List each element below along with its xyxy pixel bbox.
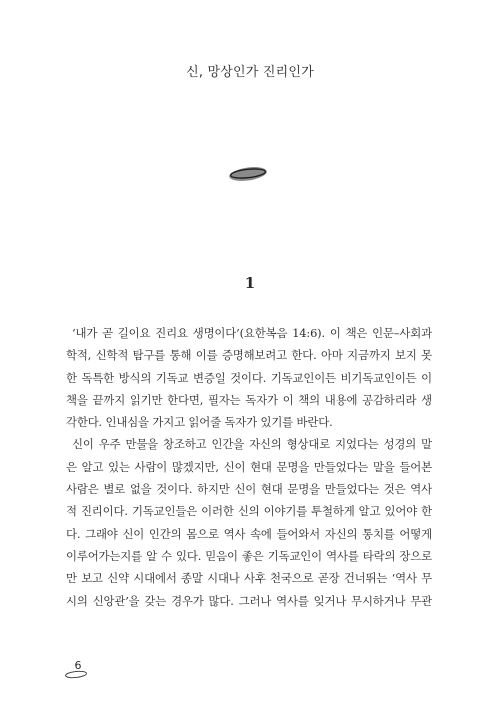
text-line: ‘내가 곧 길이요 진리요 생명이다’(요한복음 14:6). 이 책은 인문–사회과	[72, 326, 432, 340]
paragraph	[66, 500, 432, 522]
paragraph	[66, 433, 432, 455]
text-line: 은 알고 있는 사람이 많겠지만, 신이 현대 문명을 만들었다는 말을 들어본	[66, 459, 432, 474]
paragraph	[66, 590, 432, 612]
text-line: 한 독특한 방식의 기독교 변증일 것이다. 기독교인이든 비기독교인이든 이	[66, 370, 432, 385]
text-line: 학적, 신학적 탐구를 통해 이를 증명해보려고 한다. 아마 지금까지 보지 못	[66, 348, 432, 363]
text-line: 적 진리이다. 기독교인들은 이러한 신의 이야기를 투철하게 알고 있어야 한	[66, 504, 432, 519]
body-text	[66, 322, 432, 612]
text-line: 다. 그래야 신이 인간의 몸으로 역사 속에 들어와서 자신의 통치를 어떻게	[66, 526, 432, 541]
paragraph	[66, 389, 432, 411]
text-line: 사람은 별로 없을 것이다. 하지만 신이 현대 문명을 만들었다는 것은 역사	[66, 482, 432, 497]
text-line: 이루어가는지를 알 수 있다. 믿음이 좋은 기독교인이 역사를 타락의 장으로	[66, 548, 432, 563]
chapter-ornament-icon	[224, 163, 272, 185]
page-number: 6	[74, 659, 82, 672]
paragraph	[66, 545, 432, 567]
text-line: 만 보고 신약 시대에서 종말 시대나 사후 천국으로 곧장 건너뛰는 ‘역사 무	[66, 571, 432, 586]
text-line: 신이 우주 만물을 창조하고 인간을 자신의 형상대로 지었다는 성경의 말	[72, 437, 432, 452]
chapter-number: 1	[244, 274, 256, 292]
page-number-ornament-icon	[64, 670, 88, 679]
paragraph	[66, 456, 432, 478]
paragraph	[66, 523, 432, 545]
paragraph	[66, 411, 432, 433]
paragraph	[66, 478, 432, 500]
paragraph	[66, 367, 432, 389]
running-header: 신, 망상인가 진리인가	[186, 65, 314, 80]
text-line: 책을 끝까지 읽기만 한다면, 필자는 독자가 이 책의 내용에 공감하리라 생	[66, 392, 432, 407]
text-line: 시의 신앙관’을 갖는 경우가 많다. 그러나 역사를 잊거나 무시하거나 무관	[66, 593, 432, 608]
paragraph	[66, 322, 432, 344]
text-line: 각한다. 인내심을 가지고 읽어줄 독자가 있기를 바란다.	[66, 415, 333, 430]
paragraph	[66, 567, 432, 589]
paragraph	[66, 344, 432, 366]
